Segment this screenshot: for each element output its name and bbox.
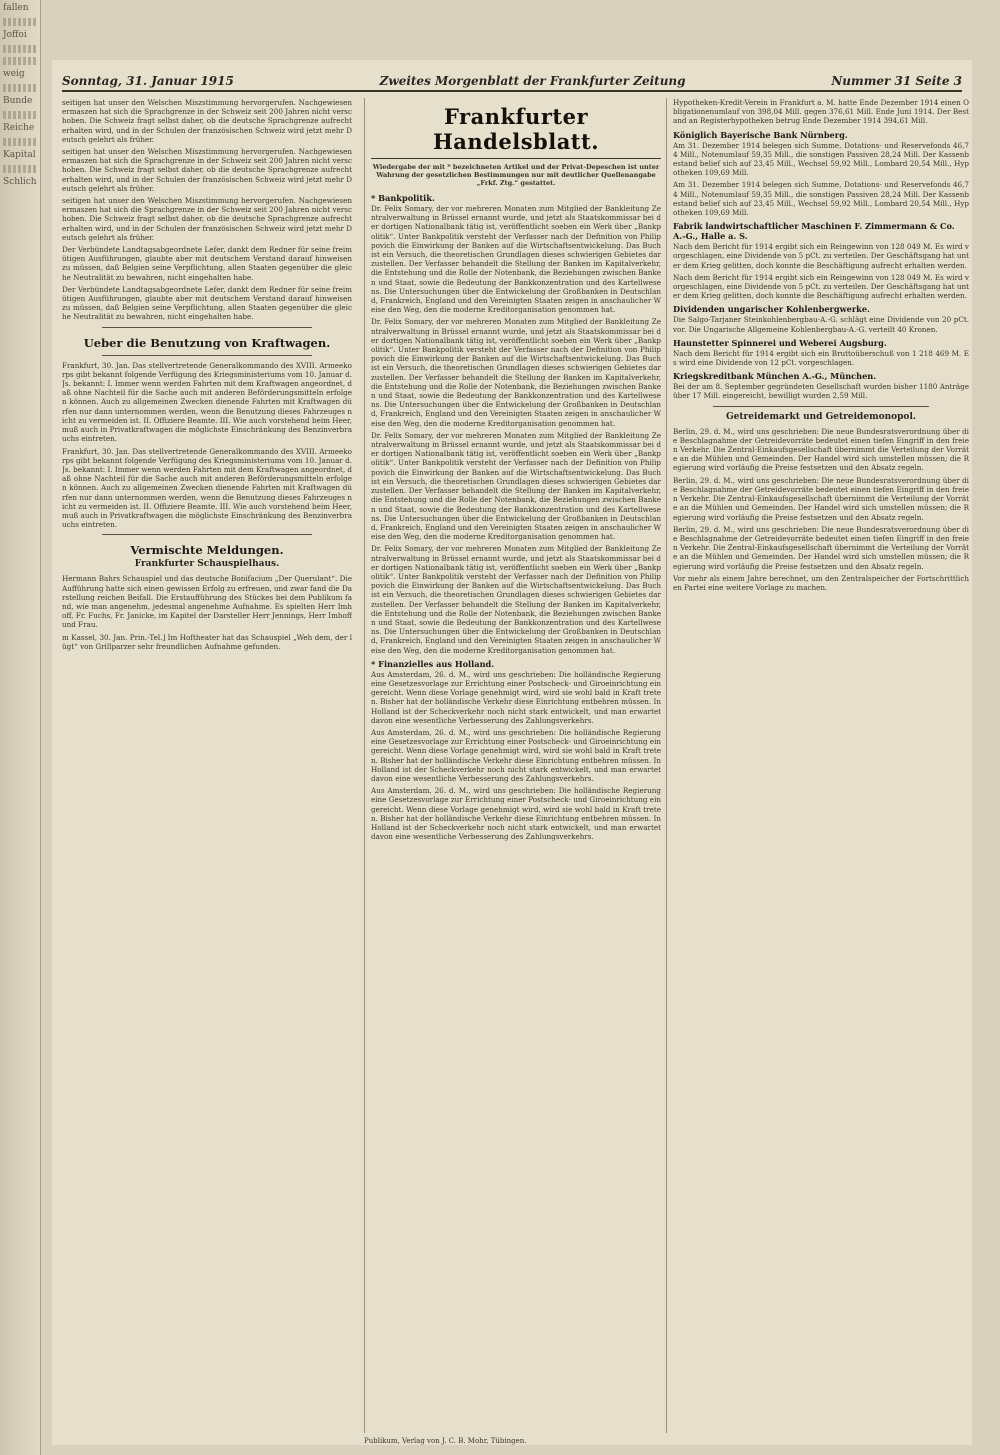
column-3 — [666, 98, 969, 1433]
article-text: Nach dem Bericht für 1914 ergibt sich ein Reingewinn von 128 049 M. Es wird vorgeschlagen, eine Dividende von 5 pCt. zu verteilen. Der Geschäftsgang hat unter dem Krieg gelitten, doch konnte die Beschäftigung aufrecht erhalten werden. — [673, 272, 969, 301]
column-2 — [364, 98, 661, 1433]
strip-fragment: weig — [3, 69, 25, 79]
item-heading: Haunstetter Spinnerei und Weberei Augsburg. — [673, 337, 887, 348]
imprint-line: Publikum, Verlag von J. C. B. Mohr, Tübingen. — [364, 1437, 527, 1445]
article-text: Hermann Bahrs Schauspiel und das deutsche Bonifacium „Der Querulant“. Die Aufführung hatte sich einen gewissen Erfolg zu erfreuen, und zwar fand die Darstellung reichen Beifall. Die Erstaufführung des Stückes bei dem Publikum fand, wie man angenehm, jedesmal angenehme Aufnahme. Es spielten Herr Imhoff, Fr. Fuchs, Fr. Janicke, im Kapitel der Darsteller Herr Jennings, Herr Imhoff und Frau. — [62, 574, 352, 630]
article-text: Frankfurt, 30. Jan. Das stellvertretende Generalkommando des XVIII. Armeekorps gibt bekannt folgende Verfügung des Kriegsministeriums vom 10. Januar d. Js. bekannt: I. Immer wenn werden Fahrten mit dem Kraftwagen angeordnet, daß ohne Nachteil für die Sache auch mit anderen Beförderungsmitteln erfolgen können. Auch zu allgemeinen Zwecken dienende Fahrten mit Kraftwagen dürfen nur dann unternommen werden, wenn die Benutzung dieses Fahrzeuges nicht zu vermeiden ist. II. Offiziere Beamte. III. Wie auch vorstehend beim Heer, muß auch in Privatkraftwagen die möglichste Einschränkung des Benzinverbrauchs eintreten. — [62, 360, 352, 444]
article-text: Berlin, 29. d. M., wird uns geschrieben: Die neue Bundesratsverordnung über die Beschlagnahme der Getreidevorräte bedeutet einen tiefen Eingriff in den freien Verkehr. Die Zentral-Einkaufsgesellschaft übernimmt die Verteilung der Vorräte an die Mühlen und Gemeinden. Der Handel wird sich umstellen müssen; die Regierung wird vorläufig die Preise festsetzen und den Absatz regeln. — [673, 426, 969, 473]
article-text: seitigen hat unser den Welschen Miszstimmung hervorgerufen. Nachgewiesenermaszen hat sich die Sprachgrenze in der Schweiz seit 200 Jahren nicht verschoben. Die Schweiz fragt selbst daher, ob die deutsche Sprachgrenze aufrecht erhalten wird, und in der Schulen der französischen Schweiz wird jetzt mehr Deutsch gelehrt als früher. — [62, 147, 352, 193]
section-heading: Ueber die Benutzung von Kraftwagen. — [83, 335, 331, 350]
article-text: Nach dem Bericht für 1914 ergibt sich ein Bruttoüberschuß von 1 218 469 M. Es wird eine Dividende von 12 pCt. vorgeschlagen. — [673, 348, 969, 368]
strip-fragment: Reiche — [3, 123, 35, 133]
article-text: Die Salgo-Tarjaner Steinkohlenbergbau-A.-G. schlägt eine Dividende von 20 pCt. vor. Die Ungarische Allgemeine Kohlenbergbau-A.-G. verteilt 40 Kronen. — [673, 315, 969, 334]
item-heading: Fabrik landwirtschaftlicher Maschinen F. Zimmermann & Co. A.-G., Halle a. S. — [673, 221, 955, 242]
strip-fragment: Schlich — [3, 177, 37, 187]
divider — [102, 355, 312, 356]
article-text: Aus Amsterdam, 26. d. M., wird uns geschrieben: Die holländische Regierung eine Gesetzesvorlage zur Errichtung einer Postscheck- und Giroeinrichtung eingereicht. Wenn diese Vorlage genehmigt wird, wird sie wohl bald in Kraft treten. Bisher hat der holländische Verkehr diese Einrichtung entbehren müssen. In Holland ist der Scheckverkehr noch nicht stark entwickelt, und man erwartet davon eine wesentliche Verbesserung des Zahlungsverkehrs. — [371, 727, 661, 783]
header-edition: Zweites Morgenblatt der Frankfurter Zeitung — [379, 74, 686, 88]
strip-fragment: fallen — [3, 3, 29, 13]
article-text: seitigen hat unser den Welschen Miszstimmung hervorgerufen. Nachgewiesenermaszen hat sich die Sprachgrenze in der Schweiz seit 200 Jahren nicht verschoben. Die Schweiz fragt selbst daher, ob die deutsche Sprachgrenze aufrecht erhalten wird, und in der Schulen der französischen Schweiz wird jetzt mehr Deutsch gelehrt als früher. — [62, 98, 352, 144]
article-text: Berlin, 29. d. M., wird uns geschrieben: Die neue Bundesratsverordnung über die Beschlagnahme der Getreidevorräte bedeutet einen tiefen Eingriff in den freien Verkehr. Die Zentral-Einkaufsgesellschaft übernimmt die Verteilung der Vorräte an die Mühlen und Gemeinden. Der Handel wird sich umstellen müssen; die Regierung wird vorläufig die Preise festsetzen und den Absatz regeln. — [673, 475, 969, 522]
article-text: Am 31. Dezember 1914 belegen sich Summe, Dotations- und Reservefonds 46,74 Mill., Notenumlauf 59,35 Mill., die sonstigen Passiven 28,24 Mill. Der Kassenbestand belief sich auf 23,45 Mill., Wechsel 59,92 Mill., Lombard 20,54 Mill., Hypotheken 109,69 Mill. — [673, 180, 969, 218]
article-text: Aus Amsterdam, 26. d. M., wird uns geschrieben: Die holländische Regierung eine Gesetzesvorlage zur Errichtung einer Postscheck- und Giroeinrichtung eingereicht. Wenn diese Vorlage genehmigt wird, wird sie wohl bald in Kraft treten. Bisher hat der holländische Verkehr diese Einrichtung entbehren müssen. In Holland ist der Scheckverkehr noch nicht stark entwickelt, und man erwartet davon eine wesentliche Verbesserung des Zahlungsverkehrs. — [371, 786, 661, 842]
item-heading: * Bankpolitik. — [371, 193, 435, 203]
article-text: Dr. Felix Somary, der vor mehreren Monaten zum Mitglied der Bankleitung Zentralverwaltung in Brüssel ernannt wurde, und jetzt als Staatskommissar bei der dortigen Nationalbank tätig ist, veröffentlicht soeben ein Werk über „Bankpolitik“. Unter Bankpolitik versteht der Verfasser nach der Definition von Philippovich die Einwirkung der Banken auf die Wirtschaftsentwickelung. Das Buch ist ein Versuch, die theoretischen Grundlagen dieses schwierigen Gebietes darzustellen. Der Verfasser behandelt die Stellung der Banken im Kapitalverkehr, die Entstehung und die Rolle der Notenbank, die Beziehungen zwischen Banken und Staat, sowie die Bedeutung der Bankkonzentration und des Kartellwesens. Die Untersuchungen über die Entwickelung der Großbanken in Deutschland, Frankreich, England und den Vereinigten Staaten zeigen in anschaulicher Weise den Weg, den die moderne Kreditorganisation genommen hat. — [371, 204, 661, 315]
article-text: Nach dem Bericht für 1914 ergibt sich ein Reingewinn von 128 049 M. Es wird vorgeschlagen, eine Dividende von 5 pCt. zu verteilen. Der Geschäftsgang hat unter dem Krieg gelitten, doch konnte die Beschäftigung aufrecht erhalten werden. — [673, 242, 969, 270]
divider — [713, 406, 929, 407]
article-text: Hypotheken-Kredit-Verein in Frankfurt a. M. hatte Ende Dezember 1914 einen Obligationenumlauf von 398,04 Mill. gegen 376,61 Mill. Ende Juni 1914. Der Bestand an Registerhypotheken betrug Ende Dezember 1914 394,61 Mill. — [673, 98, 969, 126]
header-page-number: Nummer 31 Seite 3 — [831, 74, 962, 88]
item-heading: Kriegskreditbank München A.-G., München. — [673, 371, 877, 382]
header-date: Sonntag, 31. Januar 1915 — [62, 74, 234, 88]
article-text: Dr. Felix Somary, der vor mehreren Monaten zum Mitglied der Bankleitung Zentralverwaltung in Brüssel ernannt wurde, und jetzt als Staatskommissar bei der dortigen Nationalbank tätig ist, veröffentlicht soeben ein Werk über „Bankpolitik“. Unter Bankpolitik versteht der Verfasser nach der Definition von Philippovich die Einwirkung der Banken auf die Wirtschaftsentwickelung. Das Buch ist ein Versuch, die theoretischen Grundlagen dieses schwierigen Gebietes darzustellen. Der Verfasser behandelt die Stellung der Banken im Kapitalverkehr, die Entstehung und die Rolle der Notenbank, die Beziehungen zwischen Banken und Staat, sowie die Bedeutung der Bankkonzentration und des Kartellwesens. Die Untersuchungen über die Entwickelung der Großbanken in Deutschland, Frankreich, England und den Vereinigten Staaten zeigen in anschaulicher Weise den Weg, den die moderne Kreditorganisation genommen hat. — [371, 317, 661, 428]
article-text: Am 31. Dezember 1914 belegen sich Summe, Dotations- und Reservefonds 46,74 Mill., Notenumlauf 59,35 Mill., die sonstigen Passiven 28,24 Mill. Der Kassenbestand belief sich auf 23,45 Mill., Wechsel 59,92 Mill., Lombard 20,54 Mill., Hypotheken 109,69 Mill. — [673, 140, 969, 178]
strip-fragment: Bunde — [3, 96, 33, 106]
strip-line — [3, 84, 37, 92]
article-text: Der Verbündete Landtagsabgeordnete Lefer, dankt dem Redner für seine freimütigen Ausführungen, glaubte aber mit deutschem Verstand darauf hinweisen zu müssen, daß Belgien seine Verpflichtung, allen Staaten gegenüber die gleiche Neutralität zu bewahren, nicht eingehalten habe. — [62, 284, 352, 322]
section-subheading: Frankfurter Schauspielhaus. — [134, 559, 280, 570]
strip-line — [3, 165, 37, 173]
section-heading: Vermischte Meldungen. — [130, 543, 284, 558]
adjacent-page-strip — [0, 0, 41, 1455]
divider — [102, 534, 312, 535]
article-text: Berlin, 29. d. M., wird uns geschrieben: Die neue Bundesratsverordnung über die Beschlagnahme der Getreidevorräte bedeutet einen tiefen Eingriff in den freien Verkehr. Die Zentral-Einkaufsgesellschaft übernimmt die Verteilung der Vorräte an die Mühlen und Gemeinden. Der Handel wird sich umstellen müssen; die Regierung wird vorläufig die Preise festsetzen und den Absatz regeln. — [673, 524, 969, 571]
article-text: Vor mehr als einem Jahre berechnet, um den Zentralspeicher der Fortschrittlichen Partei eine weitere Vorlage zu machen. — [673, 573, 969, 592]
strip-line — [3, 18, 37, 26]
article-text: Aus Amsterdam, 26. d. M., wird uns geschrieben: Die holländische Regierung eine Gesetzesvorlage zur Errichtung einer Postscheck- und Giroeinrichtung eingereicht. Wenn diese Vorlage genehmigt wird, wird sie wohl bald in Kraft treten. Bisher hat der holländische Verkehr diese Einrichtung entbehren müssen. In Holland ist der Scheckverkehr noch nicht stark entwickelt, und man erwartet davon eine wesentliche Verbesserung des Zahlungsverkehrs. — [371, 669, 661, 725]
strip-fragment: Kapital — [3, 150, 36, 160]
article-text: Dr. Felix Somary, der vor mehreren Monaten zum Mitglied der Bankleitung Zentralverwaltung in Brüssel ernannt wurde, und jetzt als Staatskommissar bei der dortigen Nationalbank tätig ist, veröffentlicht soeben ein Werk über „Bankpolitik“. Unter Bankpolitik versteht der Verfasser nach der Definition von Philippovich die Einwirkung der Banken auf die Wirtschaftsentwickelung. Das Buch ist ein Versuch, die theoretischen Grundlagen dieses schwierigen Gebietes darzustellen. Der Verfasser behandelt die Stellung der Banken im Kapitalverkehr, die Entstehung und die Rolle der Notenbank, die Beziehungen zwischen Banken und Staat, sowie die Bedeutung der Bankkonzentration und des Kartellwesens. Die Untersuchungen über die Entwickelung der Großbanken in Deutschland, Frankreich, England und den Vereinigten Staaten zeigen in anschaulicher Weise den Weg, den die moderne Kreditorganisation genommen hat. — [371, 544, 661, 655]
column-1 — [62, 98, 352, 1433]
article-text: m Kassel, 30. Jan. Prin.-Tel.] Im Hoftheater hat das Schauspiel „Weh dem, der lügt“ von Grillparzer sehr freundlichen Aufnahme gefunden. — [62, 632, 352, 651]
item-heading: Königlich Bayerische Bank Nürnberg. — [673, 129, 848, 140]
strip-fragment: Joffoi — [3, 30, 27, 40]
divider — [102, 327, 312, 328]
item-heading: * Finanzielles aus Holland. — [371, 658, 495, 669]
masthead-note: Wiedergabe der mit * bezeichneten Artikel und der Privat-Depeschen ist unter Wahrung der gesetzlichen Bestimmungen nur mit deutlicher Quellenangabe „Frkf. Ztg.“ gestattet. — [372, 163, 660, 187]
newspaper-page — [52, 60, 972, 1445]
article-text: seitigen hat unser den Welschen Miszstimmung hervorgerufen. Nachgewiesenermaszen hat sich die Sprachgrenze in der Schweiz seit 200 Jahren nicht verschoben. Die Schweiz fragt selbst daher, ob die deutsche Sprachgrenze aufrecht erhalten wird, und in der Schulen der französischen Schweiz wird jetzt mehr Deutsch gelehrt als früher. — [62, 196, 352, 242]
article-text: Dr. Felix Somary, der vor mehreren Monaten zum Mitglied der Bankleitung Zentralverwaltung in Brüssel ernannt wurde, und jetzt als Staatskommissar bei der dortigen Nationalbank tätig ist, veröffentlicht soeben ein Werk über „Bankpolitik“. Unter Bankpolitik versteht der Verfasser nach der Definition von Philippovich die Einwirkung der Banken auf die Wirtschaftsentwickelung. Das Buch ist ein Versuch, die theoretischen Grundlagen dieses schwierigen Gebietes darzustellen. Der Verfasser behandelt die Stellung der Banken im Kapitalverkehr, die Entstehung und die Rolle der Notenbank, die Beziehungen zwischen Banken und Staat, sowie die Bedeutung der Bankkonzentration und des Kartellwesens. Die Untersuchungen über die Entwickelung der Großbanken in Deutschland, Frankreich, England und den Vereinigten Staaten zeigen in anschaulicher Weise den Weg, den die moderne Kreditorganisation genommen hat. — [371, 430, 661, 542]
page-header — [62, 72, 962, 92]
strip-line — [3, 138, 37, 146]
article-text: Bei der am 8. September gegründeten Gesellschaft wurden bisher 1180 Anträge über 17 Mill. eingereicht, bewilligt wurden 2,59 Mill. — [673, 382, 969, 401]
article-text: Frankfurt, 30. Jan. Das stellvertretende Generalkommando des XVIII. Armeekorps gibt bekannt folgende Verfügung des Kriegsministeriums vom 10. Januar d. Js. bekannt: I. Immer wenn werden Fahrten mit dem Kraftwagen angeordnet, daß ohne Nachteil für die Sache auch mit anderen Beförderungsmitteln erfolgen können. Auch zu allgemeinen Zwecken dienende Fahrten mit Kraftwagen dürfen nur dann unternommen werden, wenn die Benutzung dieses Fahrzeuges nicht zu vermeiden ist. II. Offiziere Beamte. III. Wie auch vorstehend beim Heer, muß auch in Privatkraftwagen die möglichste Einschränkung des Benzinverbrauchs eintreten. — [62, 446, 352, 530]
strip-line — [3, 57, 37, 65]
strip-line — [3, 111, 37, 119]
section-masthead: Frankfurter Handelsblatt. — [371, 104, 661, 159]
item-heading: Dividenden ungarischer Kohlenbergwerke. — [673, 304, 870, 315]
article-text: Der Verbündete Landtagsabgeordnete Lefer, dankt dem Redner für seine freimütigen Ausführungen, glaubte aber mit deutschem Verstand darauf hinweisen zu müssen, daß Belgien seine Verpflichtung, allen Staaten gegenüber die gleiche Neutralität zu bewahren, nicht eingehalten habe. — [62, 245, 352, 282]
strip-line — [3, 45, 37, 53]
section-heading: Getreidemarkt und Getreidemonopol. — [725, 411, 916, 422]
